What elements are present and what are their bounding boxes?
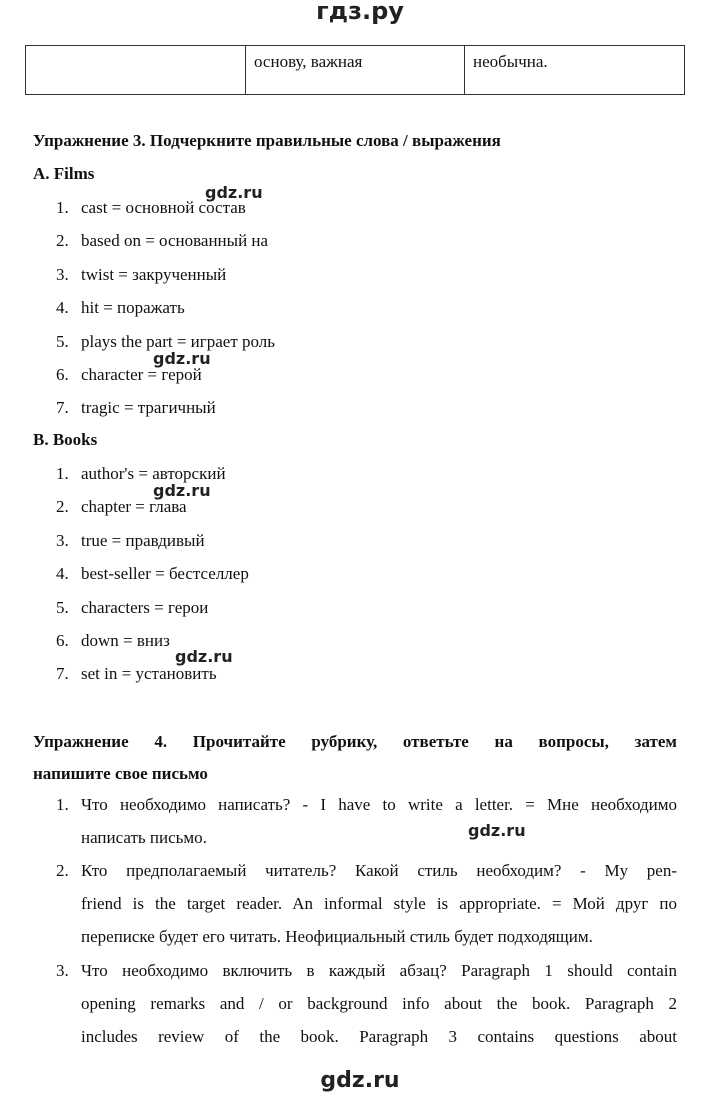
- item-number: 5.: [56, 331, 69, 351]
- watermark: gdz.ru: [468, 821, 526, 840]
- watermark: gdz.ru: [153, 349, 211, 368]
- item-text: character = герой: [81, 364, 202, 384]
- item-number: 4.: [56, 298, 69, 318]
- exercise-4-title-line-2: напишите свое письмо: [33, 764, 208, 783]
- item-text: author's = авторский: [81, 464, 226, 483]
- item-text: cast = основной состав: [81, 198, 246, 217]
- item-line: переписке будет его читать. Неофициальный стиль будет подходящим.: [81, 927, 593, 946]
- item-number: 3.: [56, 530, 69, 550]
- table-cell: [26, 46, 246, 95]
- table-cell: основу, важная: [246, 46, 465, 95]
- section-a-title: A. Films: [33, 164, 95, 183]
- section-b-title: B. Books: [33, 430, 98, 449]
- item-number: 5.: [56, 597, 69, 617]
- item-text: best-seller = бестселлер: [81, 564, 249, 584]
- table-cell: необычна.: [465, 46, 685, 95]
- exercise-4-title-line-1: Упражнение 4. Прочитайте рубрику, ответьте на вопросы, затем: [33, 732, 677, 751]
- item-number: 6.: [56, 364, 69, 384]
- item-number: 1.: [56, 198, 69, 217]
- item-number: 2.: [56, 861, 69, 880]
- item-text: characters = герои: [81, 597, 209, 617]
- watermark: gdz.ru: [175, 647, 233, 666]
- exercise-3-title: Упражнение 3. Подчеркните правильные слова / выражения: [33, 131, 501, 150]
- table-row: [26, 46, 685, 95]
- item-text: hit = поражать: [81, 298, 185, 318]
- item-line: friend is the target reader. An informal style is appropriate. = Мой друг по: [81, 894, 677, 913]
- footer-watermark: gdz.ru: [320, 1068, 400, 1093]
- item-number: 7.: [56, 398, 69, 418]
- item-text: tragic = трагичный: [81, 398, 216, 418]
- item-line: opening remarks and / or background info about the book. Paragraph 2: [81, 994, 677, 1013]
- item-number: 2.: [56, 497, 69, 517]
- item-text: down = вниз: [81, 630, 170, 650]
- item-number: 4.: [56, 564, 69, 584]
- item-line: Кто предполагаемый читатель? Какой стиль необходим? - My pen-: [81, 861, 677, 880]
- item-text: set in = установить: [81, 664, 217, 684]
- item-number: 3.: [56, 961, 69, 980]
- item-number: 7.: [56, 664, 69, 684]
- item-number: 2.: [56, 231, 69, 251]
- item-number: 1.: [56, 795, 69, 814]
- item-line: написать письмо.: [81, 828, 207, 847]
- item-number: 6.: [56, 630, 69, 650]
- item-line: Что необходимо написать? - I have to write a letter. = Мне необходимо: [81, 795, 677, 814]
- item-number: 1.: [56, 464, 69, 483]
- item-line: Что необходимо включить в каждый абзац? Paragraph 1 should contain: [81, 961, 677, 980]
- watermark: gdz.ru: [153, 481, 211, 500]
- site-header-logo: гдз.ру: [316, 0, 404, 25]
- item-text: chapter = глава: [81, 497, 187, 517]
- watermark: gdz.ru: [205, 183, 263, 202]
- item-text: twist = закрученный: [81, 264, 227, 284]
- item-text: plays the part = играет роль: [81, 331, 276, 351]
- item-number: 3.: [56, 264, 69, 284]
- item-text: true = правдивый: [81, 530, 205, 550]
- answer-table-fragment: [25, 45, 685, 95]
- item-line: includes review of the book. Paragraph 3 contains questions about: [81, 1027, 677, 1046]
- item-text: based on = основанный на: [81, 231, 269, 251]
